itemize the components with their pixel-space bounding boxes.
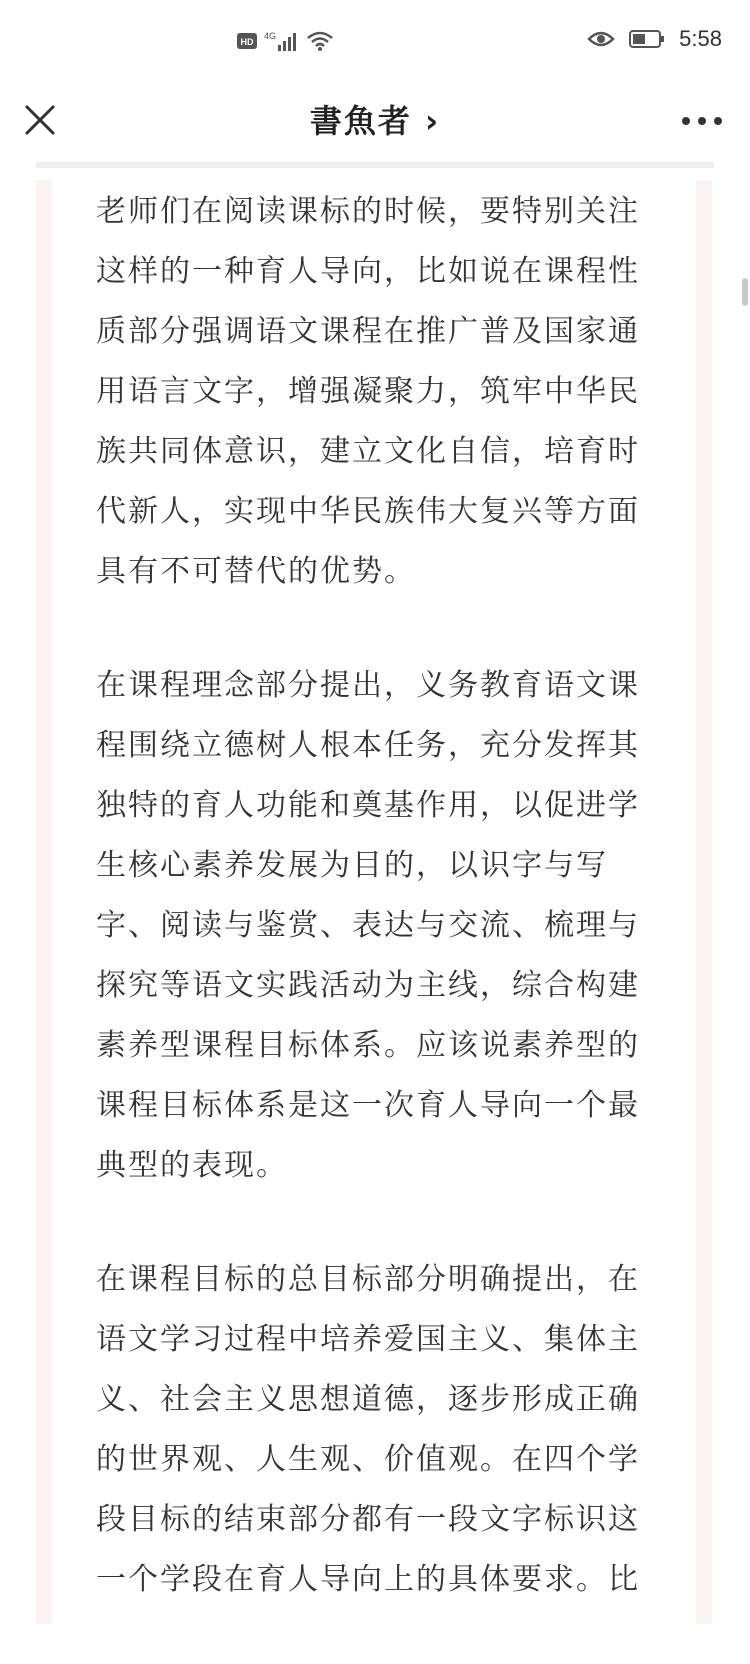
account-name: 書魚者 <box>309 102 412 140</box>
eye-icon <box>587 29 615 49</box>
account-title[interactable] <box>0 96 750 142</box>
network-badge: HD <box>240 37 254 47</box>
page-side-left <box>36 180 52 1624</box>
page-side-right <box>696 180 712 1624</box>
status-time: 5:58 <box>679 26 722 51</box>
article-paragraph-2: 在课程理念部分提出，义务教育语文课 程围绕立德树人根本任务，充分发挥其 独特的育人功能和奠基作用，以促进学 生核心素养发展为目的，以识字与写 字、阅读与鉴赏、表达与交流、梳理与 探究等语文实践活动为主线，综合构建 素养型课程目标体系。应该说素养型的 课程目标体系是这一次育人导向一个最 典型的表现。 <box>96 668 640 1183</box>
status-left-icons <box>236 30 334 52</box>
status-right-icons <box>587 26 722 52</box>
more-icon[interactable] <box>680 106 724 136</box>
article-paragraph-3: 在课程目标的总目标部分明确提出，在 语文学习过程中培养爱国主义、集体主 义、社会主义思想道德，逐步形成正确 的世界观、人生观、价值观。在四个学 段目标的结束部分都有一段文字标识这 一个学段在育人导向上的具体要求。比 <box>96 1262 640 1597</box>
status-bar <box>0 0 750 84</box>
wifi-icon <box>306 30 334 52</box>
signal-icon <box>264 30 300 52</box>
battery-icon <box>629 29 665 49</box>
network-type: 4G <box>264 31 277 41</box>
article-paragraph-1: 老师们在阅读课标的时候，要特别关注 这样的一种育人导向，比如说在课程性 质部分强调语文课程在推广普及国家通 用语言文字，增强凝聚力，筑牢中华民 族共同体意识，建立文化自信，培育时 代新人，实现中华民族伟大复兴等方面 具有不可替代的优势。 <box>96 194 640 589</box>
chevron-right-icon: › <box>424 102 441 140</box>
hd-icon <box>236 31 258 51</box>
nav-bar <box>0 84 750 162</box>
scrollbar-thumb[interactable] <box>742 278 748 306</box>
nav-divider <box>36 162 714 168</box>
article-body <box>96 182 656 1664</box>
